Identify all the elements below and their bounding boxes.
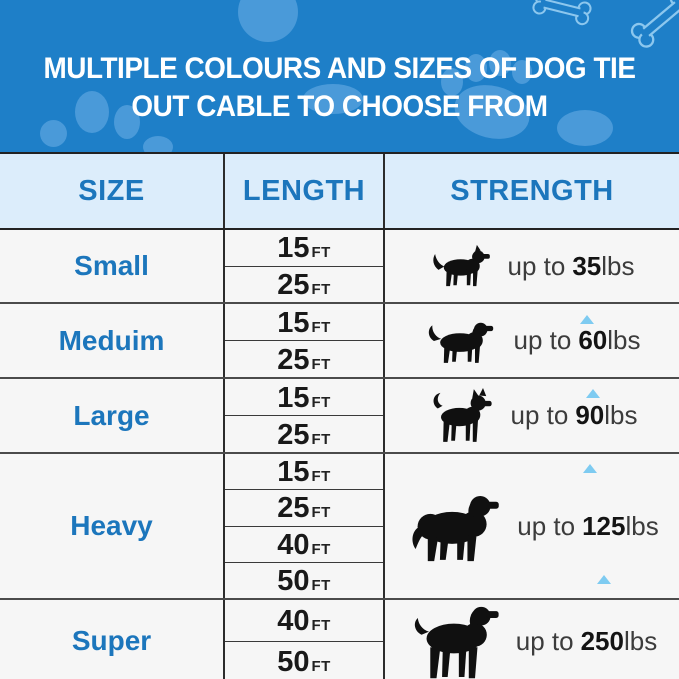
size-label: Small <box>0 230 225 302</box>
bone-icon <box>625 0 679 53</box>
weight-unit: lbs <box>625 510 659 541</box>
strength-prefix: up to <box>507 250 566 281</box>
length-cell <box>225 379 385 452</box>
size-label: Large <box>0 379 225 452</box>
column-header-strength: STRENGTH <box>450 174 614 207</box>
table-header-row <box>0 152 679 230</box>
length-cell <box>225 600 385 679</box>
length-unit: FT <box>311 616 331 634</box>
strength-text <box>514 325 641 356</box>
table-row-meduim <box>0 302 679 377</box>
length-unit: FT <box>311 244 331 262</box>
length-cell <box>225 304 385 377</box>
table-row-super <box>0 598 679 679</box>
length-unit: FT <box>311 430 331 448</box>
length-value: 50 <box>277 646 310 679</box>
up-arrow-icon <box>597 545 611 576</box>
column-header-size: SIZE <box>0 154 225 228</box>
medium-dog-icon <box>424 315 500 367</box>
strength-cell <box>385 230 679 302</box>
size-label: Meduim <box>0 304 225 377</box>
small-dog-icon <box>430 242 494 290</box>
strength-prefix: up to <box>517 510 576 541</box>
page-title <box>24 50 655 126</box>
strength-text <box>517 511 658 542</box>
strength-text <box>516 626 657 657</box>
heavy-dog-icon <box>405 487 503 565</box>
length-unit: FT <box>311 658 331 676</box>
length-option <box>225 454 383 489</box>
length-unit: FT <box>311 576 331 594</box>
banner <box>0 0 679 152</box>
weight-unit: lbs <box>607 325 641 355</box>
strength-prefix: up to <box>510 400 569 430</box>
length-option <box>225 340 383 377</box>
strength-cell <box>385 454 679 598</box>
length-unit: FT <box>311 280 331 298</box>
up-arrow-icon <box>595 660 609 679</box>
length-unit: FT <box>311 468 331 486</box>
length-unit: FT <box>311 318 331 336</box>
table-row-small <box>0 230 679 302</box>
weight-unit: lbs <box>604 400 638 430</box>
length-option <box>225 600 383 641</box>
page-title-line-1: MULTIPLE COLOURS AND SIZES OF DOG TIE <box>43 52 636 85</box>
table-row-heavy <box>0 452 679 598</box>
large-dog-icon <box>427 385 497 447</box>
weight-unit: lbs <box>623 625 658 656</box>
length-option <box>225 641 383 679</box>
strength-text <box>511 400 638 431</box>
column-header-length: LENGTH <box>225 154 385 228</box>
length-value: 15 <box>277 232 310 265</box>
length-option <box>225 562 383 598</box>
up-arrow-icon <box>586 359 600 390</box>
table-body <box>0 230 679 679</box>
length-option <box>225 304 383 340</box>
length-value: 25 <box>277 343 310 376</box>
length-value: 40 <box>277 604 310 637</box>
length-unit: FT <box>311 355 331 373</box>
length-option <box>225 489 383 525</box>
strength-cell <box>385 600 679 679</box>
size-label: Heavy <box>0 454 225 598</box>
weight-unit: lbs <box>601 250 635 281</box>
paw-print-icon <box>238 0 298 42</box>
length-option <box>225 230 383 266</box>
size-label: Super <box>0 600 225 679</box>
bone-icon <box>529 0 595 28</box>
length-option <box>225 266 383 303</box>
length-value: 25 <box>277 418 310 451</box>
up-arrow-icon <box>583 434 597 465</box>
strength-cell <box>385 304 679 377</box>
length-option <box>225 526 383 562</box>
strength-cell <box>385 379 679 452</box>
length-option <box>225 379 383 415</box>
strength-prefix: up to <box>513 325 572 355</box>
max-weight-value: 60 <box>578 325 608 355</box>
length-unit: FT <box>311 504 331 522</box>
max-weight-value: 35 <box>572 250 602 281</box>
strength-text <box>508 251 635 282</box>
length-option <box>225 415 383 452</box>
length-value: 50 <box>277 564 310 597</box>
table-row-large <box>0 377 679 452</box>
length-value: 25 <box>277 268 310 301</box>
length-value: 40 <box>277 528 310 561</box>
length-value: 15 <box>277 456 310 489</box>
length-value: 15 <box>277 306 310 339</box>
length-value: 25 <box>277 492 310 525</box>
strength-prefix: up to <box>515 625 574 656</box>
length-cell <box>225 230 385 302</box>
length-cell <box>225 454 385 598</box>
super-dog-icon <box>407 600 502 679</box>
max-weight-value: 90 <box>575 400 605 430</box>
max-weight-value: 125 <box>582 510 626 541</box>
length-value: 15 <box>277 381 310 414</box>
page-title-line-2: OUT CABLE TO CHOOSE FROM <box>131 90 548 123</box>
max-weight-value: 250 <box>580 625 624 656</box>
length-unit: FT <box>311 393 331 411</box>
paw-print-icon <box>143 136 173 152</box>
length-unit: FT <box>311 540 331 558</box>
up-arrow-icon <box>580 285 594 316</box>
